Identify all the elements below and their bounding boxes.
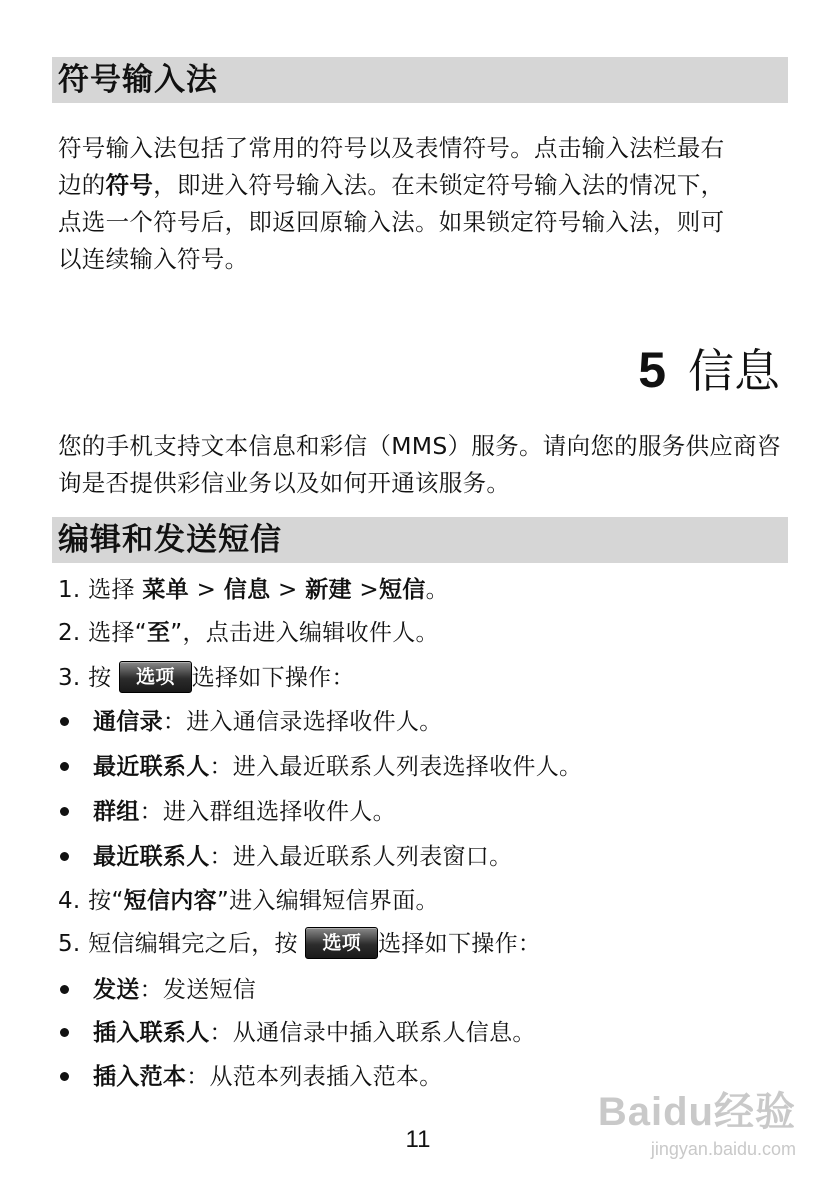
bullet-icon	[60, 1028, 69, 1037]
bullet-text: ：进入最近联系人列表选择收件人。	[209, 754, 583, 780]
step-text: ”进入编辑短信界面。	[216, 888, 439, 914]
bullet-text: ：进入群组选择收件人。	[139, 799, 396, 825]
bullet-term: 群组	[93, 799, 140, 825]
bullet-term: 最近联系人	[93, 844, 210, 870]
bullet-item	[58, 795, 396, 829]
step-4	[58, 884, 439, 918]
info-label: 信息	[223, 577, 271, 603]
step-text: 选择如下操作：	[191, 665, 355, 691]
para-text: ，即进入符号输入法。在未锁定符号输入法的情况下，	[153, 171, 725, 199]
step-text: ”，点击进入编辑收件人。	[170, 620, 439, 646]
bullet-text: ：进入最近联系人列表窗口。	[209, 844, 513, 870]
bullet-text: ：从范本列表插入范本。	[186, 1064, 443, 1090]
para-line: 以连续输入符号。	[58, 245, 249, 273]
bullet-item	[58, 973, 256, 1007]
step-text: 3. 按	[58, 665, 120, 691]
bullet-item	[58, 1016, 536, 1050]
baidu-logo: Baidu经验	[597, 1090, 796, 1134]
bullet-term: 通信录	[93, 709, 163, 735]
step-text: 4. 按“	[58, 888, 124, 914]
new-label: 新建	[305, 577, 352, 603]
sms-content-label: 短信内容	[123, 888, 217, 914]
chapter-title: 信息	[688, 344, 780, 398]
to-label: 至	[146, 620, 171, 646]
step-text: 选择如下操作：	[378, 931, 542, 957]
step-5	[58, 927, 541, 961]
chapter-number: 5	[638, 342, 666, 398]
bullet-icon	[60, 1072, 69, 1081]
bullet-text: ：发送短信	[139, 977, 257, 1003]
bullet-term: 最近联系人	[93, 754, 210, 780]
step-text: 1. 选择	[58, 577, 143, 603]
para-bold-symbol: 符号	[105, 171, 154, 199]
bullet-text: ：从通信录中插入联系人信息。	[209, 1020, 536, 1046]
sms-label: 短信	[378, 577, 426, 603]
step-text: 2. 选择“	[58, 620, 147, 646]
section-heading-edit-send-sms: 编辑和发送短信	[52, 517, 788, 563]
step-text: 。	[425, 577, 449, 603]
intro-paragraph: 您的手机支持文本信息和彩信（MMS）服务。请向您的服务供应商咨询是否提供彩信业务以及如何开通该服务。	[58, 432, 781, 497]
bullet-text: ：进入通信录选择收件人。	[162, 709, 443, 735]
options-button[interactable]: 选项	[305, 927, 378, 959]
separator: >	[188, 577, 224, 603]
bullet-item	[58, 705, 443, 739]
separator: >	[351, 577, 379, 603]
separator: >	[270, 577, 306, 603]
options-button[interactable]: 选项	[119, 661, 192, 693]
bullet-icon	[60, 852, 69, 861]
bullet-item	[58, 840, 512, 874]
menu-label: 菜单	[142, 577, 189, 603]
baidu-watermark	[598, 1080, 796, 1160]
para-text: 边的	[58, 171, 106, 199]
chapter-heading	[638, 340, 780, 401]
symbol-input-paragraph	[58, 130, 786, 278]
step-1	[58, 573, 449, 607]
step-2	[58, 616, 439, 650]
bullet-item	[58, 1060, 443, 1094]
bullet-icon	[60, 807, 69, 816]
para-line: 符号输入法包括了常用的符号以及表情符号。点击输入法栏最右	[58, 134, 725, 162]
bullet-item	[58, 750, 582, 784]
step-text: 5. 短信编辑完之后，按	[58, 931, 306, 957]
bullet-term: 插入范本	[93, 1064, 187, 1090]
page-number: 11	[405, 1126, 431, 1153]
watermark-url: jingyan.baidu.com	[650, 1139, 796, 1159]
bullet-term: 插入联系人	[93, 1020, 210, 1046]
section-heading-symbol-input: 符号输入法	[52, 57, 788, 103]
bullet-icon	[60, 717, 69, 726]
bullet-icon	[60, 762, 69, 771]
para-line: 点选一个符号后，即返回原输入法。如果锁定符号输入法，则可	[58, 208, 725, 236]
bullet-term: 发送	[93, 977, 140, 1003]
step-3	[58, 661, 355, 695]
bullet-icon	[60, 985, 69, 994]
